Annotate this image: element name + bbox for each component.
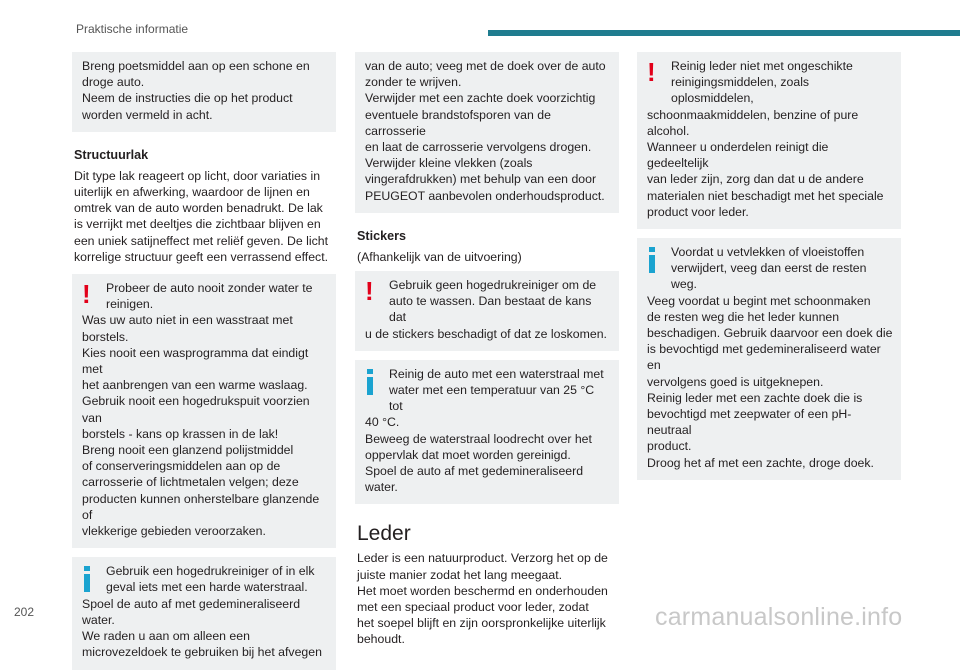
text-line: materialen niet beschadigt met het speciale: [647, 188, 884, 203]
text-line: met een speciaal product voor leder, zodat: [357, 600, 589, 615]
header-accent-bar: [488, 30, 960, 36]
text-line: schoonmaakmiddelen, benzine of pure: [647, 107, 859, 122]
text-line: Veeg voordat u begint met schoonmaken: [647, 293, 871, 308]
text-line: bevochtigd met zeepwater of een pH-neutraal: [647, 407, 852, 438]
text-line: korrelige structuur geeft een verrassend effect.: [74, 249, 329, 264]
text-line: vlekkerige gebieden veroorzaken.: [82, 524, 266, 539]
text-line: borstels - kans op krassen in de lak!: [82, 426, 279, 441]
text-line: een uniek satijneffect met reliëf geven. De licht: [74, 233, 329, 248]
text-line: producten kunnen onherstelbare glanzende of: [82, 491, 320, 522]
text-line: geval iets met een harde waterstraal.: [106, 580, 308, 595]
text-line: Voordat u vetvlekken of vloeistoffen: [671, 245, 865, 260]
text-line: of conserveringsmiddelen aan op de: [82, 459, 281, 474]
text-line: We raden u aan om alleen een: [82, 629, 250, 644]
info-box: [72, 557, 336, 669]
warning-box: [72, 274, 336, 548]
leder-paragraph: [355, 550, 619, 647]
text-line: het soepel blijft en zijn oorspronkelijke uiterlijk: [357, 616, 606, 631]
text-line: Reinig leder met een zachte doek die is: [647, 390, 863, 405]
text-line: reinigen.: [106, 297, 154, 312]
text-line: is verrijkt met deeltjes die zichtbaar blijven en: [74, 217, 321, 232]
continued-box: [355, 52, 619, 213]
info-icon: [84, 566, 90, 592]
text-line: Verwijder met een zachte doek voorzichtig: [365, 91, 596, 106]
watermark: carmanualsonline.info: [655, 603, 903, 631]
intro-box: [72, 52, 336, 132]
structuurlak-paragraph: [72, 168, 336, 265]
info-box: [355, 360, 619, 505]
section-heading-stickers: Stickers: [357, 228, 407, 243]
text-line: Neem de instructies die op het product: [82, 91, 293, 106]
warning-box: [355, 271, 619, 351]
text-line: microvezeldoek te gebruiken bij het afvegen: [82, 645, 322, 660]
warning-box: [637, 52, 901, 229]
text-line: borstels.: [82, 329, 129, 344]
text-line: uiterlijk en afwerking, waardoor de lijnen en: [74, 185, 310, 200]
warning-exclamation-icon: !: [82, 279, 91, 310]
text-line: Breng poetsmiddel aan op een schone en: [82, 59, 310, 73]
text-line: product.: [647, 439, 692, 454]
text-line: Het moet worden beschermd en onderhouden: [357, 583, 608, 598]
text-line: Probeer de auto nooit zonder water te: [106, 281, 313, 296]
text-line: het aanbrengen van een warme waslaag.: [82, 378, 308, 393]
text-line: droge auto.: [82, 75, 145, 90]
text-line: de resten weg die het leder kunnen: [647, 309, 840, 324]
text-line: Reinig leder niet met ongeschikte: [671, 59, 853, 73]
running-header: Praktische informatie: [76, 22, 189, 36]
text-line: en laat de carrosserie vervolgens drogen.: [365, 140, 592, 155]
text-line: Gebruik nooit een hogedrukspuit voorzien van: [82, 394, 310, 425]
text-line: van leder zijn, zorg dan dat u de andere: [647, 172, 864, 187]
text-line: juiste manier zodat het lang meegaat.: [357, 567, 563, 582]
text-line: Reinig de auto met een waterstraal met: [389, 366, 604, 381]
text-line: alcohol.: [647, 123, 690, 138]
info-icon: [367, 369, 373, 395]
text-line: Spoel de auto af met gedemineraliseerd: [365, 464, 584, 479]
text-line: water.: [82, 612, 115, 627]
warning-exclamation-icon: !: [365, 276, 374, 307]
text-line: verwijdert, veeg dan eerst de resten weg.: [671, 261, 867, 292]
text-line: beschadigen. Gebruik daarvoor een doek die: [647, 326, 893, 341]
text-line: worden vermeld in acht.: [82, 107, 213, 122]
column-2: [355, 52, 619, 648]
text-line: eventuele brandstofsporen van de carrosserie: [365, 107, 551, 138]
text-line: Verwijder kleine vlekken (zoals: [365, 156, 533, 171]
text-line: Wanneer u onderdelen reinigt die gedeeltelijk: [647, 140, 829, 171]
text-line: water.: [365, 480, 398, 495]
text-line: auto te wassen. Dan bestaat de kans dat: [389, 294, 592, 325]
text-line: water met een temperatuur van 25 °C tot: [389, 383, 595, 414]
section-heading-leder: Leder: [357, 522, 411, 546]
text-line: Beweeg de waterstraal loodrecht over het: [365, 431, 592, 446]
text-line: Kies nooit een wasprogramma dat eindigt met: [82, 345, 309, 377]
text-line: Leder is een natuurproduct. Verzorg het op de: [357, 551, 608, 566]
info-icon: [649, 247, 655, 273]
text-line: Gebruik een hogedrukreiniger of in elk: [106, 564, 315, 579]
text-line: oppervlak dat moet worden gereinigd.: [365, 447, 571, 462]
info-box: [637, 238, 901, 480]
text-line: Spoel de auto af met gedemineraliseerd: [82, 596, 301, 611]
text-line: Was uw auto niet in een wasstraat met: [82, 313, 293, 328]
column-3: [637, 52, 901, 480]
text-line: u de stickers beschadigt of dat ze loskomen.: [365, 326, 607, 341]
text-line: Droog het af met een zachte, droge doek.: [647, 455, 874, 470]
text-line: product voor leder.: [647, 204, 749, 219]
text-line: Gebruik geen hogedrukreiniger om de: [389, 278, 597, 293]
text-line: omtrek van de auto worden benadrukt. De lak: [74, 201, 323, 216]
text-line: vingerafdrukken) met behulp van een door: [365, 172, 597, 187]
text-line: reinigingsmiddelen, zoals oplosmiddelen,: [671, 75, 810, 106]
page-number: 202: [14, 605, 35, 619]
text-line: Breng nooit een glanzend polijstmiddel: [82, 443, 294, 458]
text-line: is bevochtigd met gedemineraliseerd water en: [647, 342, 881, 373]
stickers-subtitle: (Afhankelijk van de uitvoering): [357, 249, 522, 264]
text-line: behoudt.: [357, 632, 405, 647]
text-line: PEUGEOT aanbevolen onderhoudsproduct.: [365, 188, 605, 203]
text-line: carrosserie of lichtmetalen velgen; deze: [82, 475, 299, 490]
column-1: [72, 52, 336, 670]
text-line: van de auto; veeg met de doek over de auto: [365, 59, 606, 73]
text-line: Dit type lak reageert op licht, door variaties in: [74, 168, 321, 183]
section-heading-structuurlak: Structuurlak: [74, 147, 149, 162]
text-line: 40 °C.: [365, 415, 400, 430]
warning-exclamation-icon: !: [647, 57, 656, 87]
text-line: zonder te wrijven.: [365, 75, 462, 90]
text-line: vervolgens goed is uitgeknepen.: [647, 374, 824, 389]
